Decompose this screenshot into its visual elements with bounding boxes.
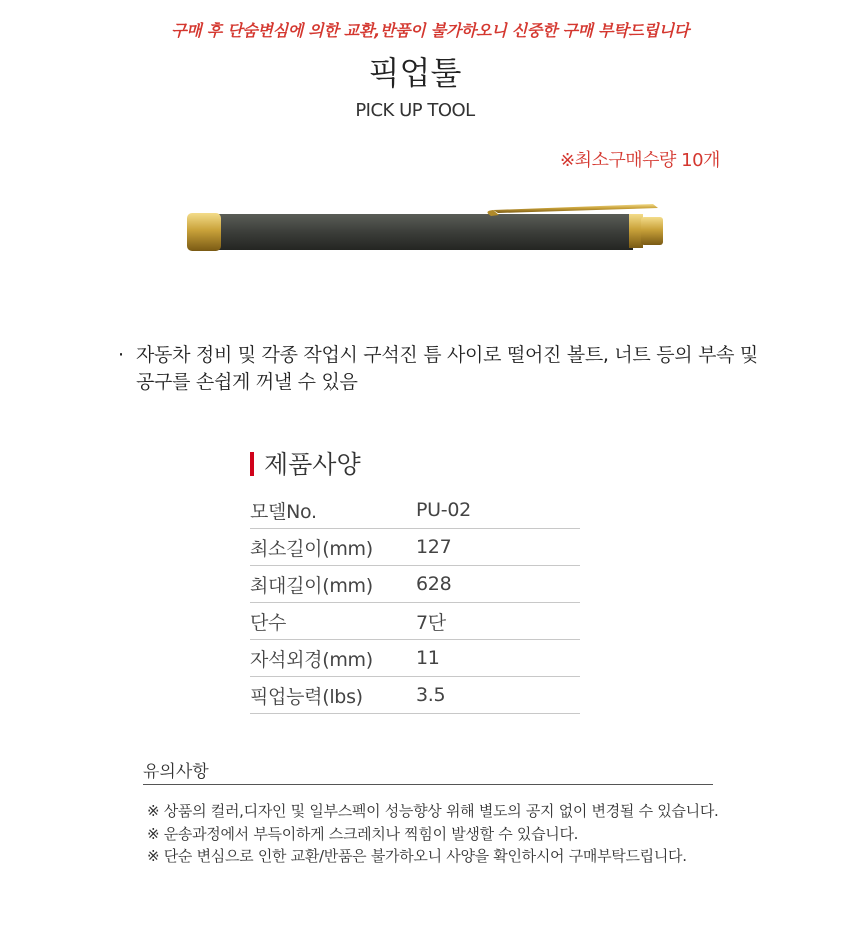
spec-value: 11: [416, 640, 580, 677]
spec-label: 픽업능력(lbs): [250, 677, 416, 714]
table-row: [250, 529, 580, 566]
description-text: 자동차 정비 및 각종 작업시 구석진 틈 사이로 떨어진 볼트, 너트 등의 부속 및 공구를 손쉽게 꺼낼 수 있음: [136, 344, 758, 393]
table-row: [250, 640, 580, 677]
purchase-notice: 구매 후 단숨변심에 의한 교환,반품이 불가하오니 신중한 구매 부탁드립니다: [171, 21, 689, 40]
spec-heading-label: 제품사양: [264, 450, 361, 479]
spec-label: 단수: [250, 603, 416, 640]
caution-item: ※ 단순 변심으로 인한 교환/반품은 불가하오니 사양을 확인하시어 구매부탁드립니다.: [147, 847, 687, 865]
spec-value: PU-02: [416, 492, 580, 529]
table-row: [250, 677, 580, 714]
product-subtitle: PICK UP TOOL: [355, 100, 475, 121]
spec-label: 모델No.: [250, 492, 416, 529]
divider: [143, 784, 713, 785]
heading-accent-bar: [250, 452, 254, 476]
table-row: [250, 603, 580, 640]
spec-value: 3.5: [416, 677, 580, 714]
product-description: [118, 342, 778, 396]
spec-heading: [250, 445, 361, 481]
spec-label: 최대길이(mm): [250, 566, 416, 603]
product-title: 픽업툴: [368, 54, 462, 92]
caution-title: 유의사항: [143, 762, 209, 782]
bullet-dot: ·: [118, 344, 124, 366]
spec-table: [250, 492, 580, 714]
table-row: [250, 492, 580, 529]
spec-label: 최소길이(mm): [250, 529, 416, 566]
spec-value: 7단: [416, 603, 580, 640]
spec-label: 자석외경(mm): [250, 640, 416, 677]
caution-list: [147, 800, 718, 868]
table-row: [250, 566, 580, 603]
caution-item: ※ 운송과정에서 부득이하게 스크레치나 찍힘이 발생할 수 있습니다.: [147, 824, 579, 843]
spec-value: 628: [416, 566, 580, 603]
pickup-tool-image: [183, 196, 673, 260]
caution-item: ※ 상품의 컬러,디자인 및 일부스펙이 성능향상 위해 별도의 공지 없이 변경될 수 있습니다.: [147, 802, 719, 820]
minimum-quantity-notice: ※최소구매수량 10개: [560, 150, 720, 171]
spec-value: 127: [416, 529, 580, 566]
